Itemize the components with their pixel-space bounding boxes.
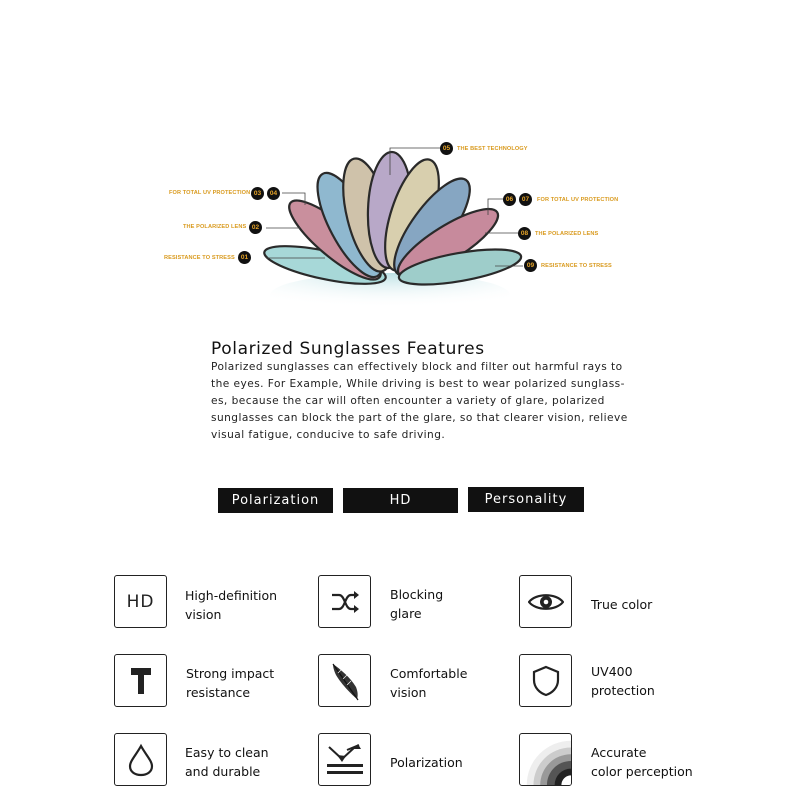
feature-label [390,585,443,623]
lens-fan-illustration [150,135,630,325]
feather-icon [318,654,371,707]
callout-badge-06: 06 [503,193,516,206]
feature-label [390,664,467,702]
callout-badge-05: 05 [440,142,453,155]
callout-label-02: THE POLARIZED LENS [183,224,247,230]
tag-personality: Personality [468,487,584,512]
feature-label-line: UV400 [591,664,633,679]
feature-label-line: vision [390,685,427,700]
feature-label-line: color perception [591,764,693,779]
description-line: the eyes. For Example, While driving is best to wear polarized sunglass- [211,378,625,390]
callout-badge-09: 09 [524,259,537,272]
feature-label-line: Strong impact [186,666,275,681]
hd-icon-text: HD [126,591,155,612]
feature-label-line: vision [185,607,222,622]
feature-label [591,662,655,700]
feature-label-line: Comfortable [390,666,468,681]
callout-badge-03: 03 [251,187,264,200]
callout-label-01: RESISTANCE TO STRESS [164,255,235,261]
description-line: Polarized sunglasses can effectively block and filter out harmful rays to [211,361,623,373]
callout-badge-07: 07 [519,193,532,206]
feature-label-line: True color [591,597,653,612]
hammer-icon [114,654,167,707]
features-title: Polarized Sunglasses Features [211,339,485,359]
callout-label-06-07: FOR TOTAL UV PROTECTION [537,197,619,203]
lens-fan-diagram [150,135,630,325]
hd-icon [114,575,167,628]
callout-label-08: THE POLARIZED LENS [535,231,599,237]
feature-label [186,664,274,702]
callout-label-05: THE BEST TECHNOLOGY [457,146,528,152]
feature-label-line: protection [591,683,655,698]
feature-label [591,595,652,614]
feature-label [185,586,277,624]
shield-icon [519,654,572,707]
callout-badge-04: 04 [267,187,280,200]
description-line: visual fatigue, conducive to safe driving. [211,429,446,441]
callout-label-03-04: FOR TOTAL UV PROTECTION [169,190,251,196]
eye-icon [519,575,572,628]
feature-label-line: Blocking [390,587,444,602]
feature-label-line: Accurate [591,745,647,760]
feature-label-line: resistance [186,685,251,700]
description-line: sunglasses can block the part of the glare, so that clearer vision, relieve [211,412,628,424]
polarization-icon [318,733,371,786]
feature-label-line: Easy to clean [185,745,269,760]
feature-label-line: High-definition [185,588,278,603]
description-line: es, because the car will often encounter a variety of glare, polarized [211,395,605,407]
tag-polarization: Polarization [218,488,333,513]
feature-label-line: glare [390,606,422,621]
feature-label-line: and durable [185,764,261,779]
callout-badge-01: 01 [238,251,251,264]
color-arcs-icon [519,733,572,786]
callout-badge-08: 08 [518,227,531,240]
feature-label [591,743,693,781]
shuffle-arrows-icon [318,575,371,628]
feature-label [185,743,269,781]
tag-hd: HD [343,488,458,513]
water-drop-icon [114,733,167,786]
features-description [211,359,628,444]
callout-label-09: RESISTANCE TO STRESS [541,263,612,269]
feature-label [390,753,463,772]
callout-badge-02: 02 [249,221,262,234]
feature-label-line: Polarization [390,755,463,770]
